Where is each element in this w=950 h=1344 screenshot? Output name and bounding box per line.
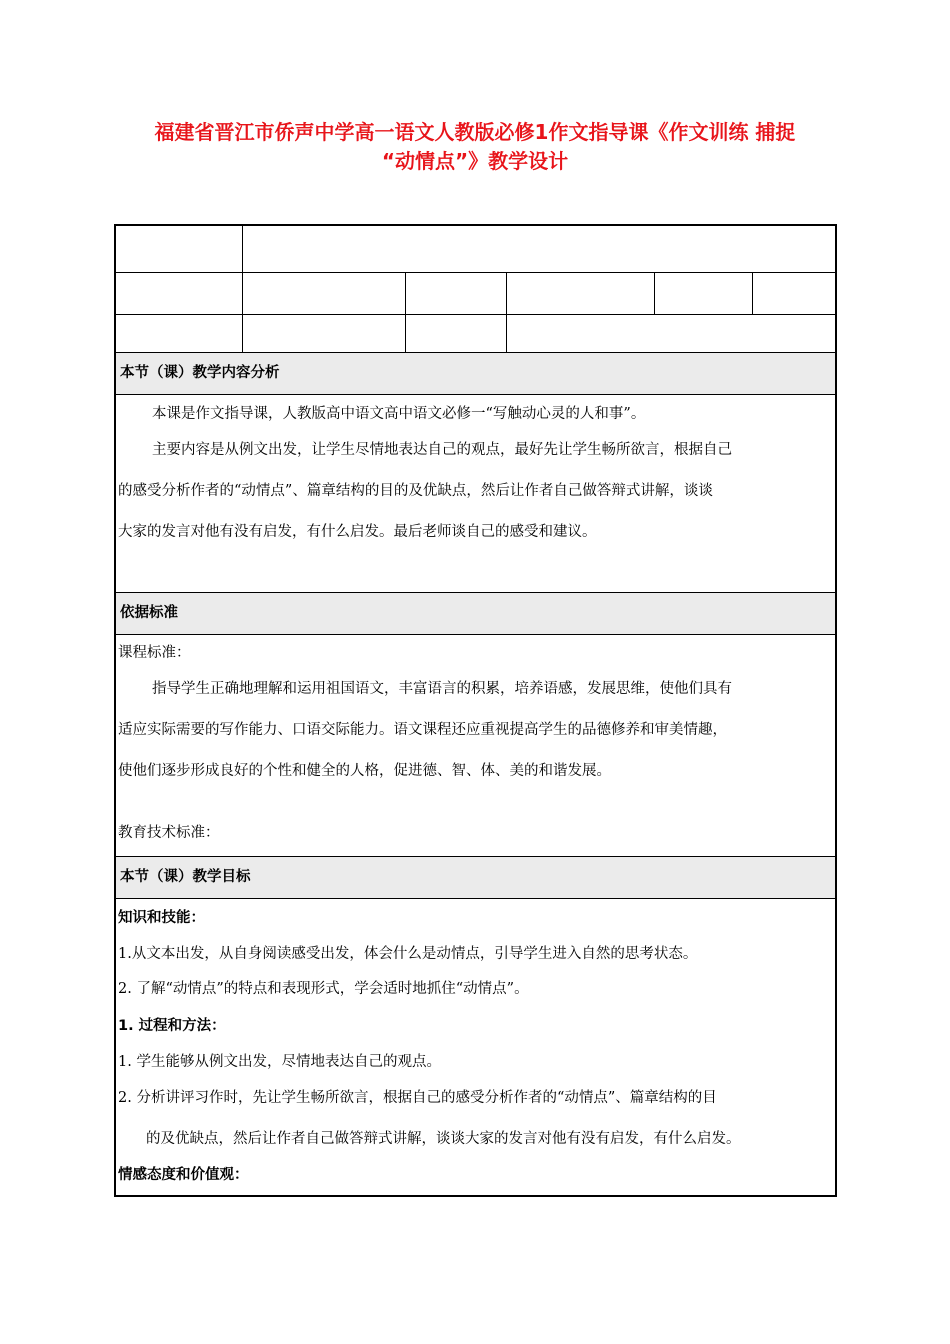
process-item-1: 1. 学生能够从例文出发，尽情地表达自己的观点。	[118, 1054, 441, 1070]
row-divider	[116, 272, 835, 273]
row-divider	[116, 856, 835, 857]
basis-heading-row	[116, 592, 835, 634]
process-item-2-cont: 的及优缺点，然后让作者自己做答辩式讲解，谈谈大家的发言对他有没有启发，有什么启发。	[146, 1131, 741, 1147]
row-divider	[116, 352, 835, 353]
basis-line: 指导学生正确地理解和运用祖国语文，丰富语言的积累，培养语感，发展思维，使他们具有	[152, 681, 732, 697]
document-title	[0, 118, 950, 176]
basis-heading: 依据标准	[120, 605, 178, 621]
basis-line: 适应实际需要的写作能力、口语交际能力。语文课程还应重视提高学生的品德修养和审美情趣，	[118, 722, 727, 738]
process-item-2: 2. 分析讲评习作时，先让学生畅所欲言，根据自己的感受分析作者的“动情点”、篇章结构的目	[118, 1090, 717, 1106]
row-divider	[116, 314, 835, 315]
knowledge-heading: 知识和技能：	[118, 910, 205, 926]
content-analysis-line: 的感受分析作者的“动情点”、篇章结构的目的及优缺点，然后让作者自己做答辩式讲解，谈谈	[118, 483, 713, 499]
knowledge-item-2: 2. 了解“动情点”的特点和表现形式，学会适时地抓住“动情点”。	[118, 981, 529, 997]
process-heading: 1. 过程和方法：	[118, 1018, 226, 1034]
row-divider	[116, 592, 835, 593]
content-analysis-line: 本课是作文指导课，人教版高中语文高中语文必修一“写触动心灵的人和事”。	[152, 406, 646, 422]
content-analysis-line: 大家的发言对他有没有启发，有什么启发。最后老师谈自己的感受和建议。	[118, 524, 597, 540]
title-line-1: 福建省晋江市侨声中学高一语文人教版必修1作文指导课《作文训练 捕捉	[154, 120, 796, 144]
goals-heading: 本节（课）教学目标	[120, 869, 251, 885]
title-line-2: “动情点”》教学设计	[381, 149, 569, 173]
course-standard-label: 课程标准：	[118, 645, 191, 661]
column-divider	[506, 272, 507, 352]
row-divider	[116, 394, 835, 395]
row-divider	[116, 634, 835, 635]
content-analysis-line: 主要内容是从例文出发，让学生尽情地表达自己的观点，最好先让学生畅所欲言，根据自己	[152, 442, 732, 458]
knowledge-item-1: 1.从文本出发，从自身阅读感受出发，体会什么是动情点，引导学生进入自然的思考状态。	[118, 946, 698, 962]
column-divider	[752, 272, 753, 314]
content-analysis-heading: 本节（课）教学内容分析	[120, 365, 280, 381]
lesson-plan-table	[114, 224, 837, 1197]
column-divider	[242, 226, 243, 352]
column-divider	[654, 272, 655, 314]
emotion-heading: 情感态度和价值观：	[118, 1167, 249, 1183]
column-divider	[405, 272, 406, 352]
tech-standard-label: 教育技术标准：	[118, 825, 220, 841]
row-divider	[116, 898, 835, 899]
basis-line: 使他们逐步形成良好的个性和健全的人格，促进德、智、体、美的和谐发展。	[118, 763, 611, 779]
